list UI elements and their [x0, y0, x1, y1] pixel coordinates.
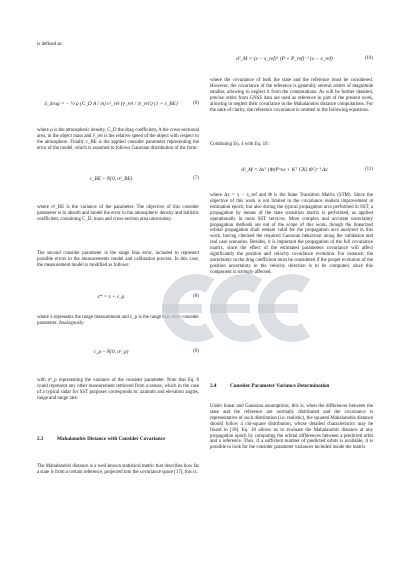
- section-title: Consider Parameter Variance Determination: [230, 383, 330, 389]
- equation-6-body: ā_drag = − ½ ρ (C_D A / m) v²_rel (v̄_rel / |v̄_rel|) (1 + ε_BE): [44, 101, 178, 107]
- equation-6-number: (6): [193, 101, 199, 106]
- left-paragraph-intro: is defined as:: [37, 42, 63, 47]
- section-number: 2.3: [37, 436, 44, 442]
- equation-8: [37, 290, 199, 304]
- equation-10: [210, 52, 373, 66]
- equation-7: [37, 172, 199, 186]
- right-paragraph-reference-covariance: where the covariance of both the state and the reference must be considered. However, the covariance of the reference is generally several orders of magnitude smaller, allowing to neglect it from the computations. As will be further detailed, precise orbits from GNSS data are used as reference in part of the present work, allowing to neglect their covariance in the Mahalanobis distance computations. For the sake of clarity, the reference covariance is omitted in the following equations.: [210, 78, 373, 113]
- right-paragraph-stm: where Δx = x − x_ref and Φ is the State Transition Matrix (STM). Since the objective of this work is not limited to the covariance realism improvement at estimation epoch, but also during the typical propagation arcs performed in SST, a propagation by means of the state transition matrix is performed, as applied operationally in most SST services. More complex and accurate uncertainty propagation methods are out of the scope of this work, though the linearized orbital propagation shall remain valid for the propagation arcs analysed in this work, having checked the required Gaussian behaviour along the validation and real case scenarios. Besides, it is important the propagation of the full covariance matrix, since the effect of the estimated parameters covariance will affect significantly the position and velocity covariance evolution. For instance, the uncertainty in the drag coefficient must be considered if the proper evolution of the position uncertainty in the velocity direction is to be computed, since this component is strongly affected.: [210, 193, 373, 275]
- equation-9: [37, 345, 199, 359]
- equation-7-number: (7): [193, 176, 199, 181]
- equation-9-body: c_ρ ~ N(0, σ²_ρ): [93, 349, 129, 355]
- left-paragraph-drag-terms: where ρ is the atmospheric density, C_D the drag coefficient, A the cross-sectional area, m the object mass and v̄_rel is the relative speed of the object with respect to the atmosphere. Finally c_BE is the applied consider parameter representing the error of the model, which is assumed to follows Gaussian distribution of the form:: [37, 128, 199, 151]
- equation-6: [37, 97, 199, 111]
- left-paragraph-mahalanobis: The Mahalanobis distance is a well-known statistical metric that describes how far a state is from a certain reference, projected into the covariance space [17], this is:: [37, 464, 199, 475]
- left-paragraph-range-measurement: where z represents the range measurement and c_ρ is the range bias error consider parameter. Analogously:: [37, 315, 199, 326]
- equation-10-body: d²_M = (x − x_ref)ᵀ (P + P_ref)⁻¹ (x − x_ref): [236, 56, 333, 62]
- equation-7-body: c_BE ~ N(0, σ²_BE): [89, 176, 133, 182]
- equation-11-number: (11): [365, 167, 373, 172]
- equation-11: [210, 163, 373, 177]
- section-heading-2-3: [37, 436, 199, 442]
- equation-10-number: (10): [364, 56, 373, 61]
- equation-8-body: z* = z + c_ρ: [97, 294, 125, 300]
- left-paragraph-variance: where σ²_BE is the variance of the parameter. The objective of this consider parameter is to absorb and model the error in the atmospheric density and ballistic coefficient, containing C_D, mass and cross-section area uncertainty.: [37, 205, 199, 222]
- equation-8-number: (8): [193, 294, 199, 299]
- section-heading-2-4: [210, 383, 373, 389]
- section-number: 2.4: [210, 383, 217, 389]
- equation-9-number: (9): [193, 349, 199, 354]
- equation-11-body: d²_M = Δxᵀ (Φ(P^xx + Kᵀ CK) Φᵀ)⁻¹ Δx: [241, 167, 328, 173]
- right-paragraph-combining: Combining Eq. 4 with Eq. 10:: [210, 142, 269, 147]
- left-paragraph-range-bias: The second consider parameter is the range bias error, included to represent possible errors in the measurements model and calibration process. In this case, the measurement model is modified as follows:: [37, 251, 199, 268]
- right-paragraph-chi-square: Under linear and Gaussian assumptions, this is, when the differences between the state and the reference are normally distributed and the covariance is representative of such distribution (i.e. realistic), the squared Mahalanobis distance should follow a chi-square distribution, whose detailed characteristics may be found in [18]. Eq. 10 allows us to evaluate the Mahalanobis distance at any propagation epoch by computing the orbital differences between a predicted orbit and a reference. Thus, if a sufficient number of predicted orbits is available, it is possible to look for the consider parameter variances included inside the matrix: [210, 404, 373, 451]
- section-title: Mahalanobis Distance with Consider Covariance: [57, 436, 166, 442]
- left-paragraph-radar: with σ²_ρ representing the variance of the consider parameter. Note that Eq. 8 could represent any other measurement retrieved from a sensor, which in the case of a typical radar for SST purposes corresponds to: azimuth and elevation angles, range and range rate.: [37, 378, 199, 401]
